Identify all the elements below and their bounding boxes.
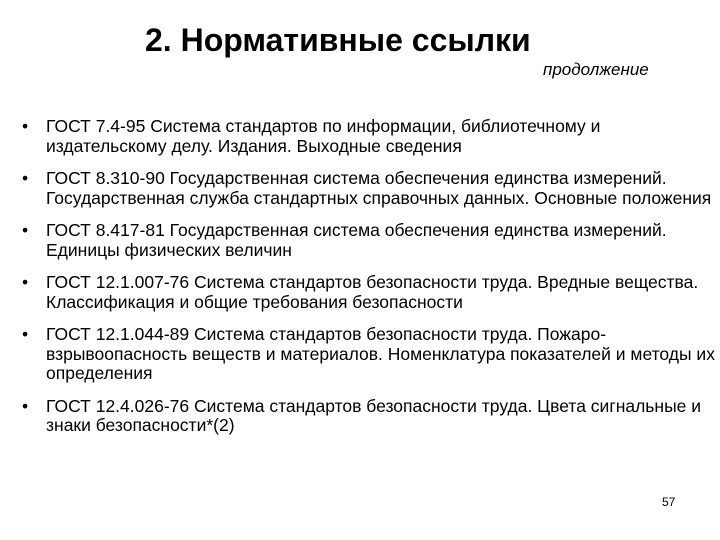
slide-subtitle: продолжение xyxy=(543,60,649,79)
slide-title: 2. Нормативные ссылки xyxy=(145,22,531,58)
list-item-text: ГОСТ 7.4-95 Система стандартов по информации, библиотечному и издательскому делу. Издания. Выходные сведения xyxy=(46,116,601,156)
list-item xyxy=(22,221,718,260)
bullet-icon: • xyxy=(22,116,29,136)
standards-list xyxy=(22,117,718,449)
bullet-icon: • xyxy=(22,272,29,292)
bullet-icon: • xyxy=(22,168,29,188)
list-item-text: ГОСТ 12.4.026-76 Система стандартов безопасности труда. Цвета сигнальные и знаки безопасности*(2) xyxy=(46,395,702,435)
list-item-text: ГОСТ 8.310-90 Государственная система обеспечения единства измерений. Государственная служба стандартных справочных данных. Основные положения xyxy=(46,168,712,208)
list-item-text: ГОСТ 12.1.044-89 Система стандартов безопасности труда. Пожаро- взрывоопасность веществ и материалов. Номенклатура показателей и методы их определения xyxy=(46,324,715,383)
list-item xyxy=(22,169,718,208)
list-item xyxy=(22,397,718,436)
list-item-text: ГОСТ 12.1.007-76 Система стандартов безопасности труда. Вредные вещества. Классификация и общие требования безопасности xyxy=(46,272,699,312)
list-item-text: ГОСТ 8.417-81 Государственная система обеспечения единства измерений. Единицы физических величин xyxy=(46,220,667,260)
list-item xyxy=(22,117,718,156)
page-number: 57 xyxy=(662,495,676,509)
bullet-icon: • xyxy=(22,395,29,416)
list-item xyxy=(22,273,718,312)
list-item xyxy=(22,325,718,384)
bullet-icon: • xyxy=(22,324,29,344)
bullet-icon: • xyxy=(22,220,29,240)
